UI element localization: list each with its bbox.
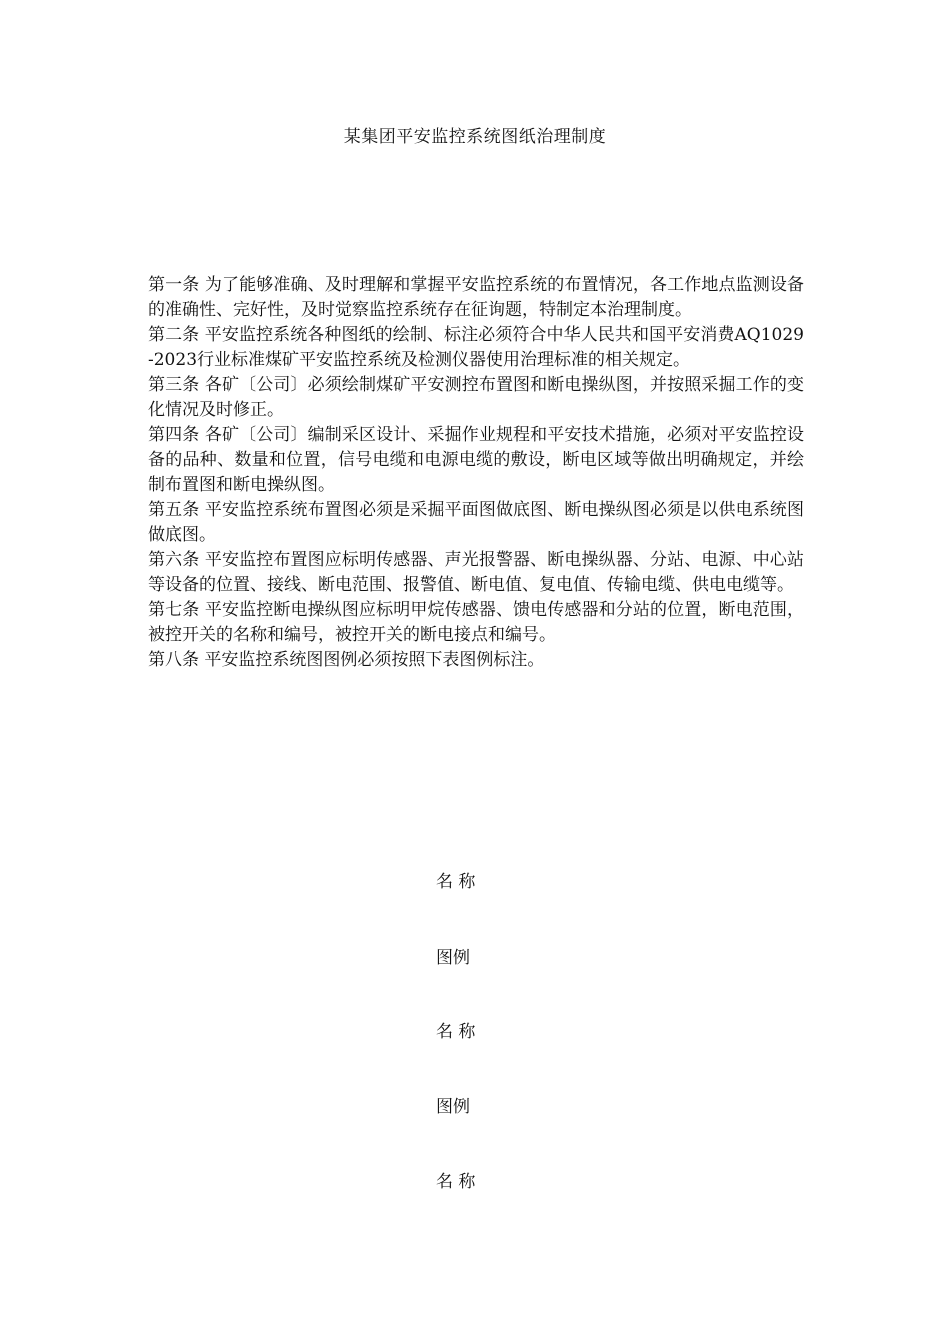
- article-7: 第七条 平安监控断电操纵图应标明甲烷传感器、馈电传感器和分站的位置，断电范围，被控开关的名称和编号，被控开关的断电接点和编号。: [148, 600, 804, 645]
- article-1: 第一条 为了能够准确、及时理解和掌握平安监控系统的布置情况，各工作地点监测设备的准确性、完好性，及时觉察监控系统存在征询题，特制定本治理制度。: [148, 275, 804, 320]
- article-3: 第三条 各矿〔公司〕必须绘制煤矿平安测控布置图和断电操纵图，并按照采掘工作的变化情况及时修正。: [148, 375, 804, 420]
- document-title: 某集团平安监控系统图纸治理制度: [343, 127, 607, 147]
- legend-name-header: 名 称: [436, 872, 476, 892]
- legend-symbol-header: 图例: [436, 1097, 470, 1117]
- article-list: [148, 273, 804, 673]
- legend-symbol-header: 图例: [436, 948, 470, 968]
- article-8: 第八条 平安监控系统图图例必须按照下表图例标注。: [148, 650, 545, 670]
- article-5: 第五条 平安监控系统布置图必须是采掘平面图做底图、断电操纵图必须是以供电系统图做底图。: [148, 500, 804, 545]
- legend-name-header: 名 称: [436, 1022, 476, 1042]
- article-6: 第六条 平安监控布置图应标明传感器、声光报警器、断电操纵器、分站、电源、中心站等设备的位置、接线、断电范围、报警值、断电值、复电值、传输电缆、供电电缆等。: [148, 550, 804, 595]
- article-4: 第四条 各矿〔公司〕编制采区设计、采掘作业规程和平安技术措施，必须对平安监控设备的品种、数量和位置，信号电缆和电源电缆的敷设，断电区域等做出明确规定，并绘制布置图和断电操纵图。: [148, 425, 804, 495]
- article-2: 第二条 平安监控系统各种图纸的绘制、标注必须符合中华人民共和国平安消费AQ1029-2023行业标准煤矿平安监控系统及检测仪器使用治理标准的相关规定。: [148, 325, 804, 370]
- legend-name-header: 名 称: [436, 1172, 476, 1192]
